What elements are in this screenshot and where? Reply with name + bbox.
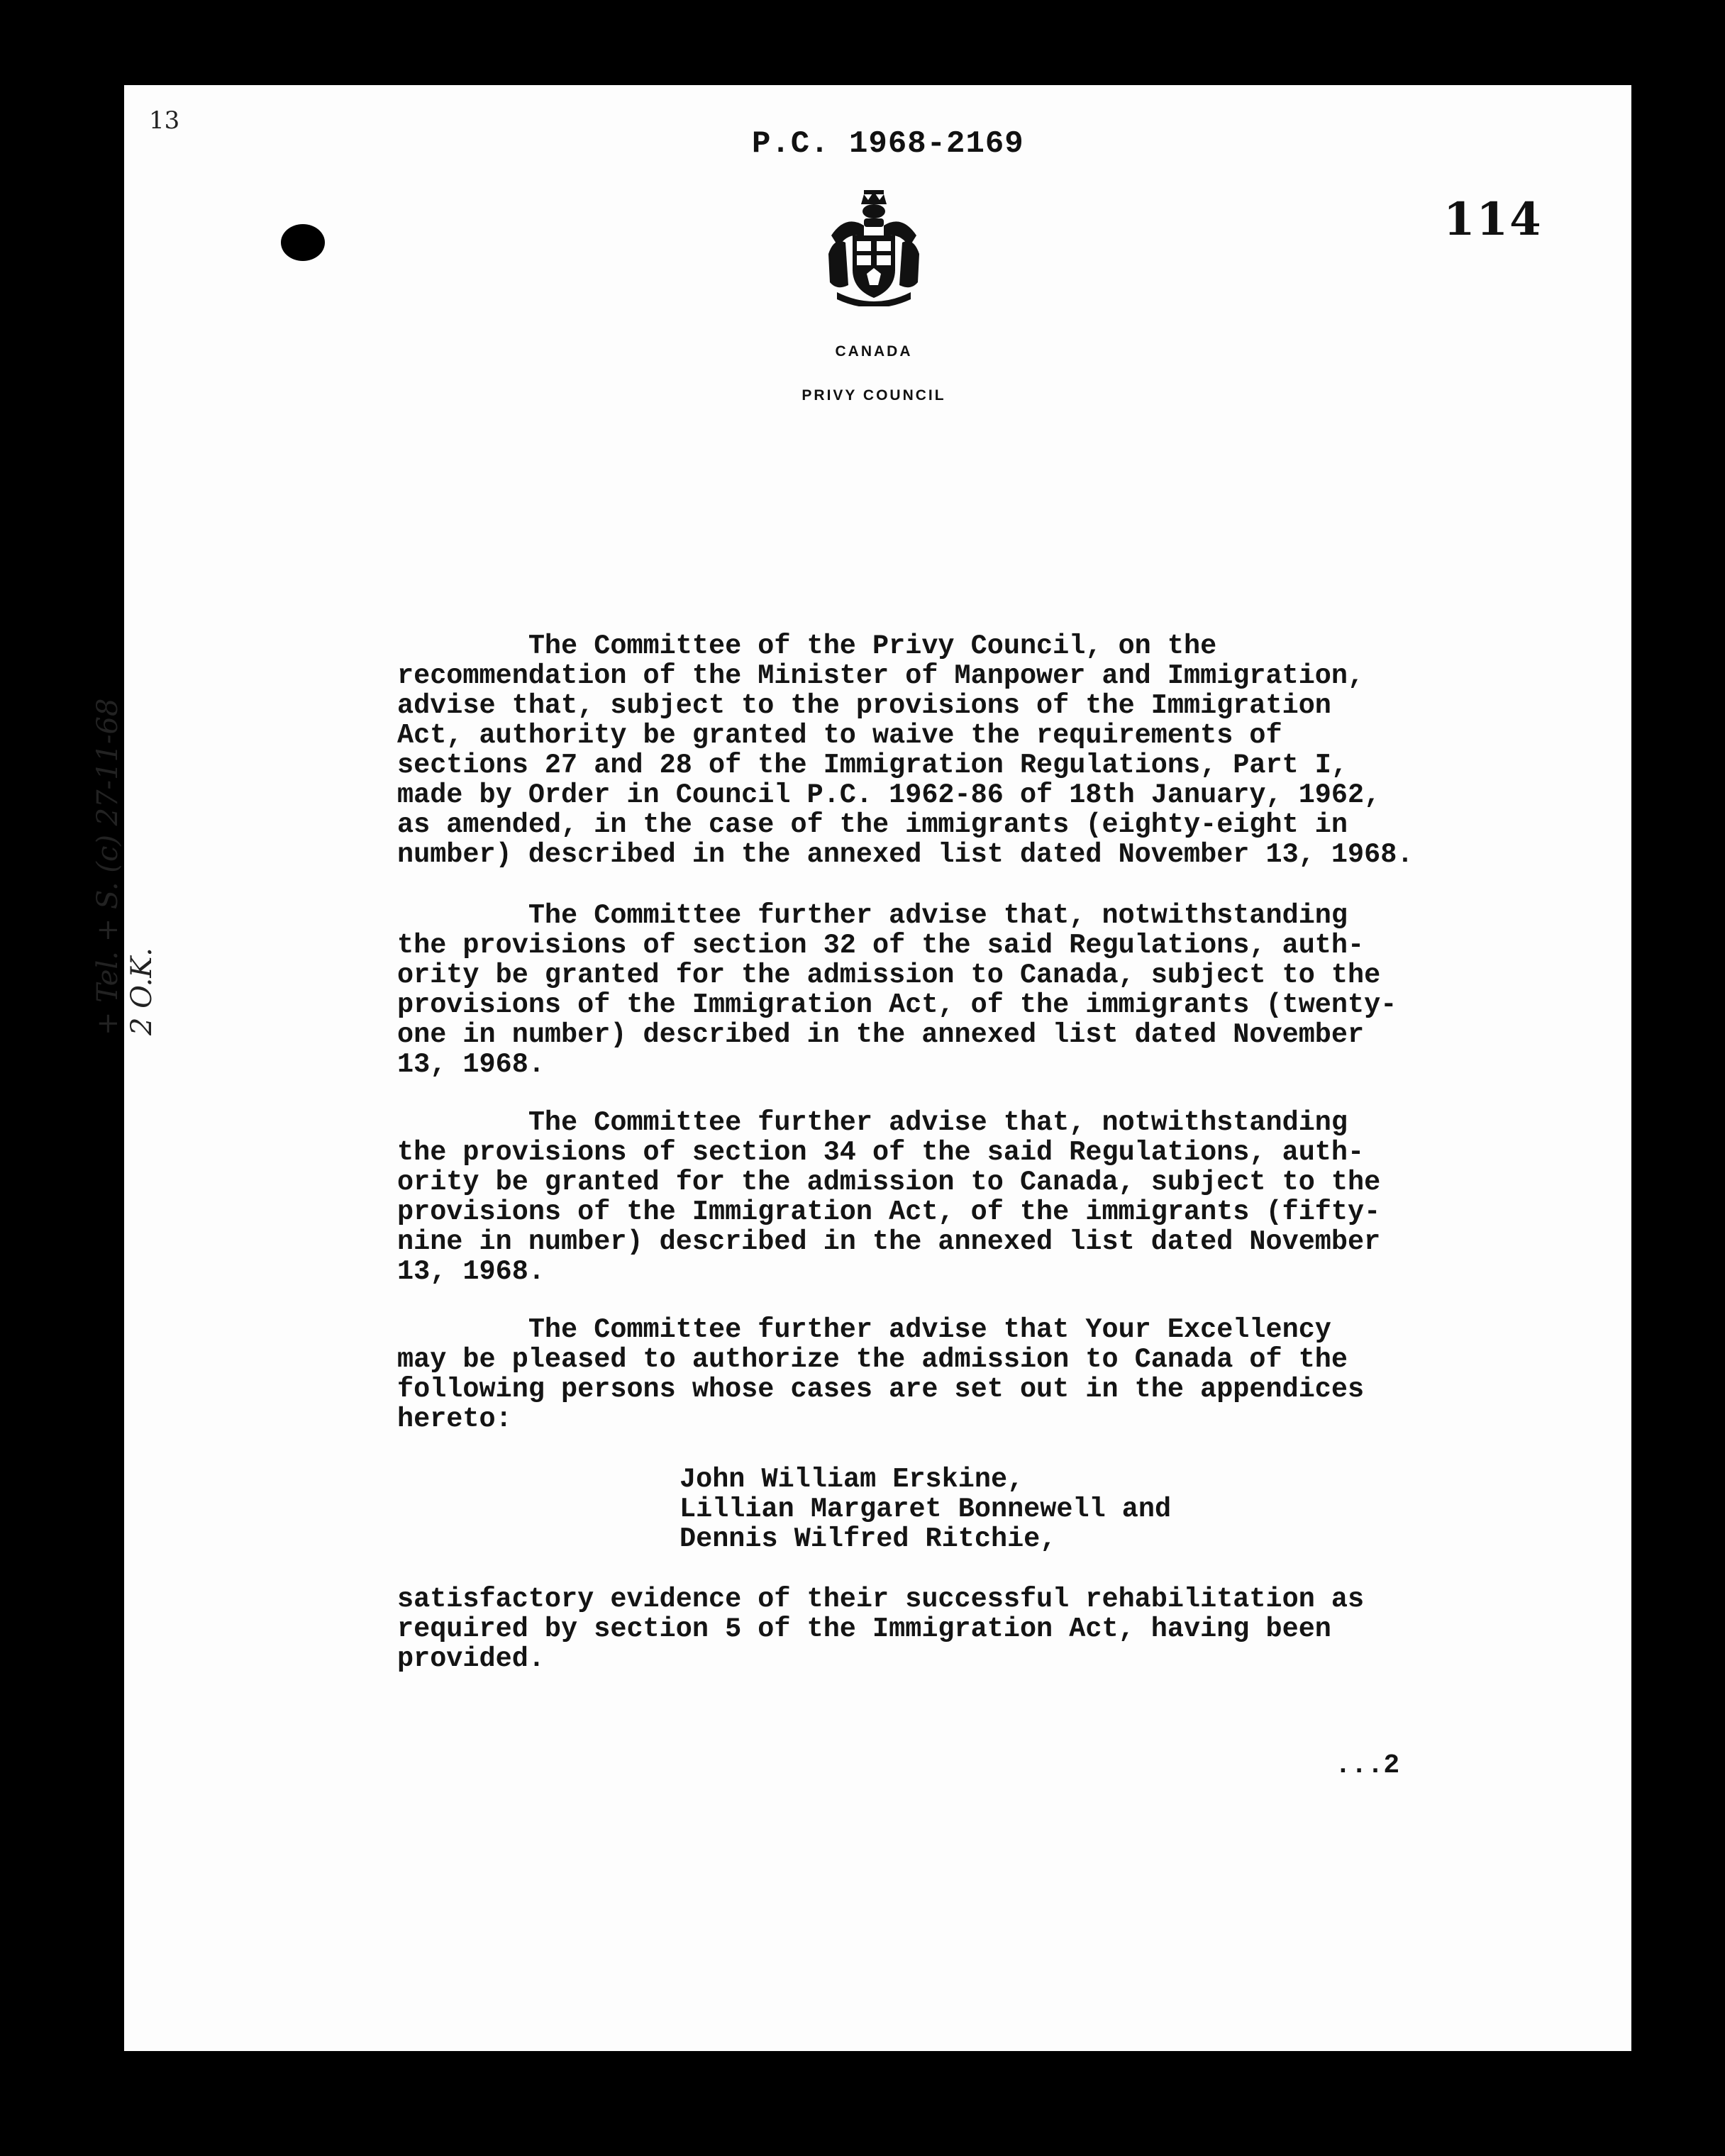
paragraph-section-32: The Committee further advise that, notwithstanding the provisions of section 32 of the said Regulations, auth- ority be granted for the admission to Canada, subject to the provisions of the Immigration Act, of the immigrants (twenty- one in number) described in the annexed list dated November 13, 1968. bbox=[397, 900, 1397, 1080]
country-label: CANADA bbox=[835, 343, 913, 360]
punch-hole bbox=[281, 224, 325, 261]
paragraph-rehabilitation: satisfactory evidence of their successful rehabilitation as required by section 5 of the Immigration Act, having been provided. bbox=[397, 1584, 1365, 1674]
order-number: P.C. 1968-2169 bbox=[752, 126, 1024, 162]
persons-list: John William Erskine, Lillian Margaret Bonnewell and Dennis Wilfred Ritchie, bbox=[680, 1464, 1172, 1555]
paragraph-excellency: The Committee further advise that Your Excellency may be pleased to authorize the admission to Canada of the following persons whose cases are set out in the appendices hereto: bbox=[397, 1314, 1365, 1435]
paragraph-waiver: The Committee of the Privy Council, on the recommendation of the Minister of Manpower and Immigration, advise that, subject to the provisions of the Immigration Act, authority be granted to waive the requirements of sections 27 and 28 of the Immigration Regulations, Part I, made by Order in Council P.C. 1962-86 of 18th January, 1962, as amended, in the case of the immigrants (eighty-eight in number) described in the annexed list dated November 13, 1968. bbox=[397, 630, 1414, 870]
continuation-marker: ...2 bbox=[1335, 1750, 1400, 1781]
page-number-stamp: 114 bbox=[1443, 193, 1543, 246]
office-label: PRIVY COUNCIL bbox=[802, 387, 946, 404]
coat-of-arms-icon bbox=[824, 186, 923, 306]
margin-note-line-2: 2 O.K. bbox=[126, 948, 158, 1035]
handwritten-margin-note bbox=[91, 699, 159, 1035]
handwritten-corner-mark: 13 bbox=[149, 106, 180, 135]
paragraph-section-34: The Committee further advise that, notwithstanding the provisions of section 34 of the said Regulations, auth- ority be granted for the admission to Canada, subject to the provisions of the Immigration Act, of the immigrants (fifty- nine in number) described in the annexed list dated November 13, 1968. bbox=[397, 1107, 1381, 1287]
margin-note-line-1: + Tel. + S. (c) 27-11-68 bbox=[91, 698, 124, 1035]
